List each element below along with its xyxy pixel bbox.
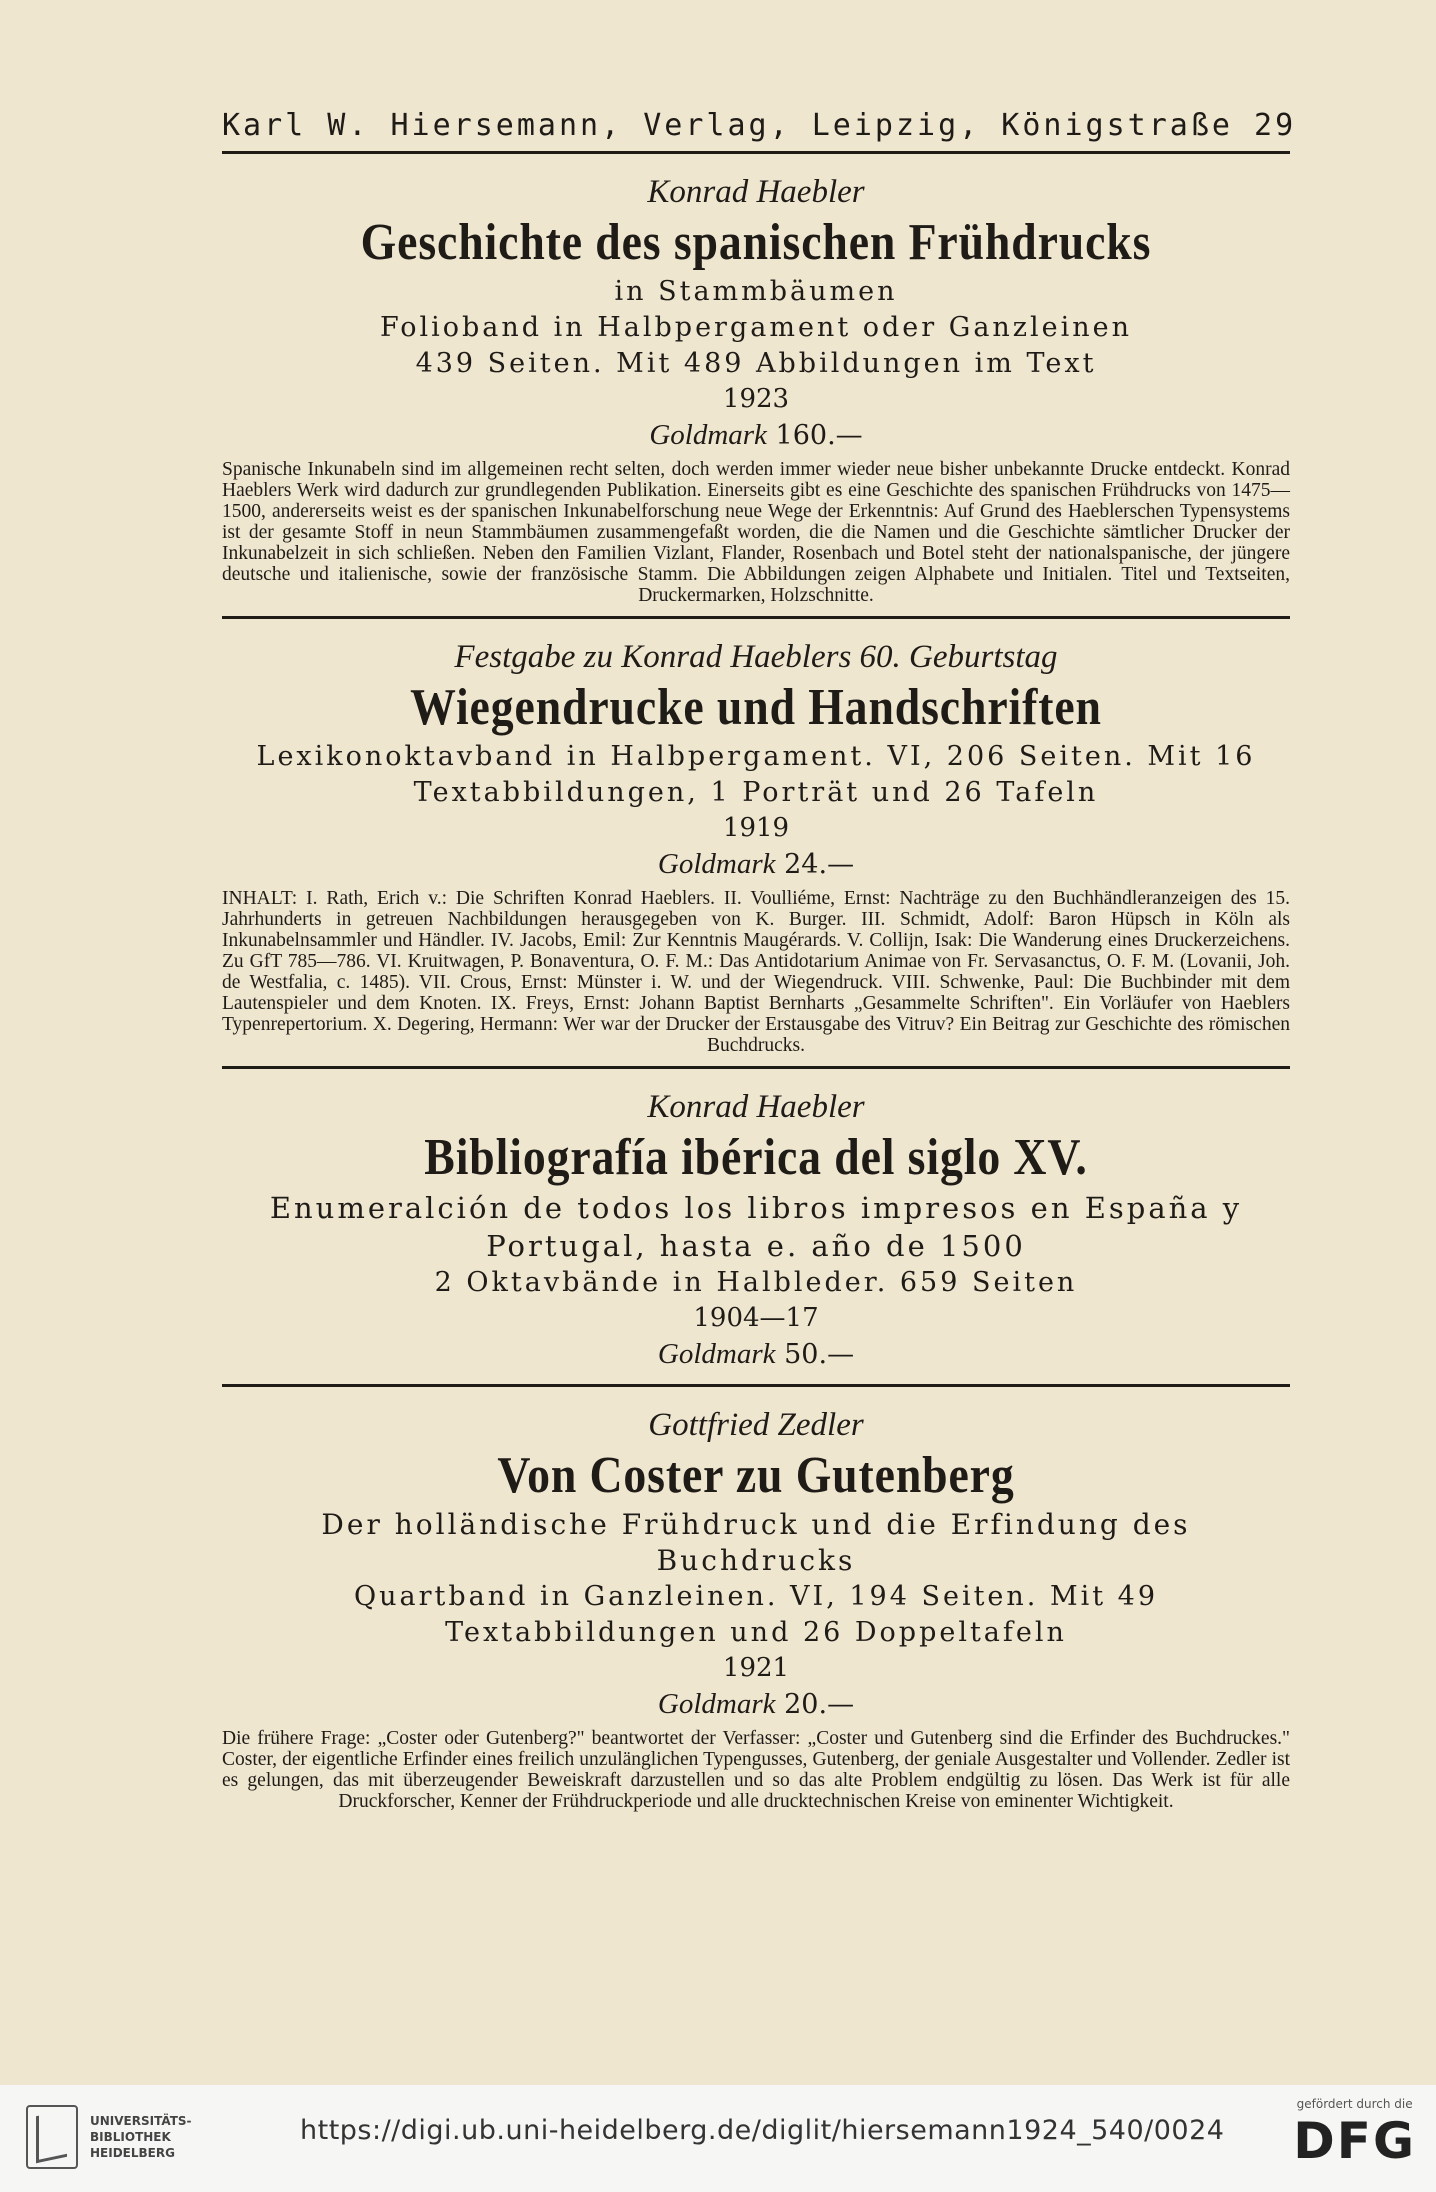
page-content xyxy=(222,108,1297,1812)
funding-note: gefördert durch die xyxy=(1296,2097,1413,2111)
section-divider xyxy=(222,616,1290,619)
library-name-line: UNIVERSITÄTS- xyxy=(90,2114,192,2128)
dfg-wordmark: DFG xyxy=(1293,2112,1416,2170)
entry-line: 439 Seiten. Mit 489 Abbildungen im Text xyxy=(415,348,1097,379)
entry-description: INHALT: I. Rath, Erich v.: Die Schriften Konrad Haeblers. II. Voulliéme, Ernst: Nachträge zu den Buchhändleranzeigen des 15. Jahrhunderts in getreuen Nachbildungen herausgegeben von K. Burger. III. Schmidt, Adolf: Baron Hüpsch in Köln als Inkunabelnsammler und Händler. IV. Jacobs, Emil: Zur Kenntnis Maugérards. V. Collijn, Isak: Die Wanderung eines Druckerzeichens. Zu GfT 785—786. VI. Kruitwagen, P. Bonaventura, O. F. M.: Das Antidotarium Animae von Fr. Servasanctus, O. F. M. (Lovanii, Joh. de Westfalia, c. 1485). VII. Crous, Ernst: Münster i. W. und der Wiegendruck. VIII. Schwenke, Paul: Die Buchbinder mit dem Lautenspieler und dem Knoten. IX. Freys, Ernst: Johann Baptist Bernharts „Gesammelte Schriften". Ein Vorläufer von Haeblers Typenrepertorium. X. Degering, Hermann: Wer war der Drucker der Erstausgabe des Vitruv? Ein Beitrag zur Geschichte des römischen Buchdrucks. xyxy=(222,888,1290,1056)
entry-author: Festgabe zu Konrad Haeblers 60. Geburtstag xyxy=(454,639,1058,675)
entry-author: Gottfried Zedler xyxy=(648,1407,864,1443)
entry-title: Bibliografía ibérica del siglo XV. xyxy=(424,1129,1088,1186)
entry-price xyxy=(222,1685,1290,1724)
entry-description: Die frühere Frage: „Coster oder Gutenberg?" beantwortet der Verfasser: „Coster und Gutenberg sind die Erfinder des Buchdruckes." Coster, der eigentliche Erfinder eines freilich unzulänglichen Typengusses, Gutenberg, der geniale Ausgestalter und Vollender. Zedler ist es gelungen, das mit überzeugender Beweiskraft darzustellen und so das alte Problem endgültig zu lösen. Das Werk ist für alle Druckforscher, Kenner der Frühdruckperiode und alle drucktechnischen Kreise von eminenter Wichtigkeit. xyxy=(222,1728,1290,1812)
price-value: 160.— xyxy=(775,420,863,451)
book-entry xyxy=(222,1087,1290,1374)
book-entry xyxy=(222,1405,1290,1812)
price-value: 50.— xyxy=(784,1339,855,1370)
entry-year: 1919 xyxy=(722,813,790,843)
entry-author: Konrad Haebler xyxy=(647,174,865,210)
price-label: Goldmark xyxy=(649,419,767,451)
entry-author: Konrad Haebler xyxy=(647,1089,865,1125)
library-name-line: HEIDELBERG xyxy=(90,2146,175,2160)
entry-line: Enumeralción de todos los libros impresos en España y Portugal, hasta e. año de 1500 xyxy=(269,1191,1243,1263)
entry-line: Folioband in Halbpergament oder Ganzleinen xyxy=(379,312,1133,343)
price-value: 24.— xyxy=(784,849,855,880)
dfg-logo[interactable] xyxy=(1293,2097,1416,2171)
publisher-header: Karl W. Hiersemann, Verlag, Leipzig, Königstraße 29 xyxy=(222,108,1290,154)
price-label: Goldmark xyxy=(657,1338,776,1370)
viewer-footer xyxy=(0,2085,1436,2192)
permalink-url[interactable]: https://digi.ub.uni-heidelberg.de/diglit/hiersemann1924_540/0024 xyxy=(300,2115,1225,2146)
entry-line: 2 Oktavbände in Halbleder. 659 Seiten xyxy=(434,1267,1078,1298)
entry-line: Der holländische Frühdruck und die Erfindung des Buchdrucks xyxy=(321,1508,1191,1577)
entry-price xyxy=(222,416,1290,455)
entry-year: 1904—17 xyxy=(693,1303,819,1333)
price-label: Goldmark xyxy=(657,848,776,880)
entry-year: 1921 xyxy=(722,1653,790,1683)
entry-title: Geschichte des spanischen Frühdrucks xyxy=(360,214,1152,271)
price-label: Goldmark xyxy=(657,1688,776,1720)
library-logo[interactable] xyxy=(26,2105,192,2169)
entry-line: in Stammbäumen xyxy=(614,276,898,307)
entry-line: Lexikonoktavband in Halbpergament. VI, 206 Seiten. Mit 16 Textabbildungen, 1 Porträt und 26 Tafeln xyxy=(256,741,1256,808)
section-divider xyxy=(222,1384,1290,1387)
section-divider xyxy=(222,1066,1290,1069)
library-name xyxy=(90,2113,192,2161)
entry-year: 1923 xyxy=(722,384,790,414)
entry-price xyxy=(222,845,1290,884)
book-entry xyxy=(222,637,1290,1056)
entry-title: Wiegendrucke und Handschriften xyxy=(410,679,1102,736)
entry-title: Von Coster zu Gutenberg xyxy=(497,1447,1015,1504)
university-seal-icon xyxy=(26,2105,78,2169)
book-entry xyxy=(222,172,1290,606)
price-value: 20.— xyxy=(784,1689,855,1720)
library-name-line: BIBLIOTHEK xyxy=(90,2130,171,2144)
entry-line: Quartband in Ganzleinen. VI, 194 Seiten. Mit 49 Textabbildungen und 26 Doppeltafeln xyxy=(353,1581,1159,1648)
entry-price xyxy=(222,1335,1290,1374)
entry-description: Spanische Inkunabeln sind im allgemeinen recht selten, doch werden immer wieder neue bisher unbekannte Drucke entdeckt. Konrad Haeblers Werk wird dadurch zur grundlegenden Publikation. Einerseits gibt es eine Geschichte des spanischen Frühdrucks von 1475—1500, andererseits weist es der spanischen Inkunabelforschung neue Wege der Erkenntnis: Auf Grund des Haeblerschen Typensystems ist der gesamte Stoff in neun Stammbäumen zusammengefaßt worden, die die Namen und die Geschichte sämtlicher Drucker der Inkunabelzeit in sich schließen. Neben den Familien Vizlant, Flander, Rosenbach und Botel steht der nationalspanische, der jüngere deutsche und italienische, sowie der französische Stamm. Die Abbildungen zeigen Alphabete und Initialen. Titel und Textseiten, Druckermarken, Holzschnitte. xyxy=(222,459,1290,606)
